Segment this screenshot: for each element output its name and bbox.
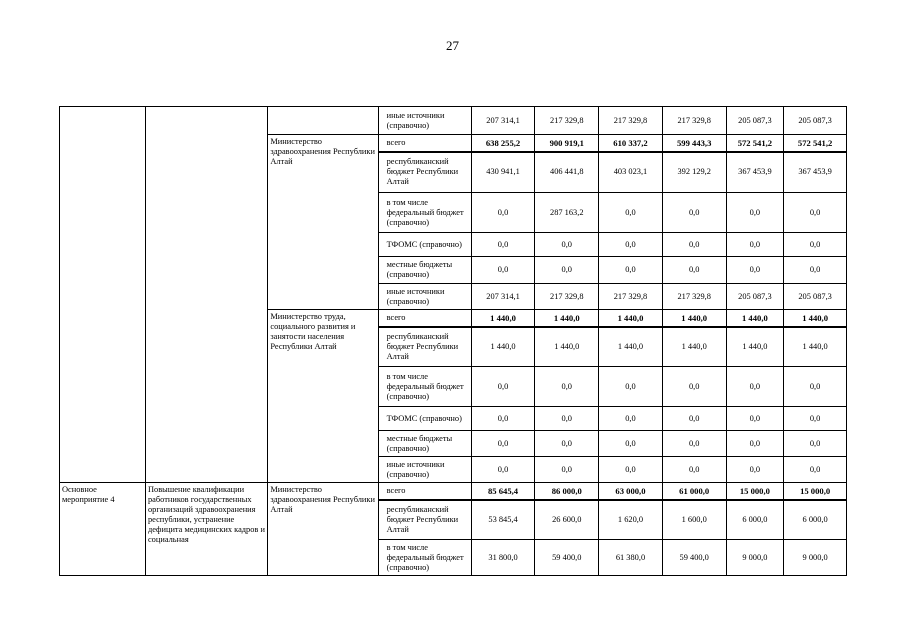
value-cell: 0,0 <box>471 457 535 483</box>
value-cell: 217 329,8 <box>599 284 663 310</box>
value-cell: 0,0 <box>726 257 784 284</box>
value-cell: 0,0 <box>662 457 726 483</box>
measure-name-cell <box>145 107 267 483</box>
budget-table <box>59 106 847 576</box>
value-cell: 0,0 <box>662 431 726 457</box>
funding-source-cell: всего <box>378 135 471 152</box>
value-cell: 205 087,3 <box>726 284 784 310</box>
funding-source-cell: в том числе федеральный бюджет (справочно) <box>378 367 471 407</box>
value-cell: 61 000,0 <box>662 483 726 500</box>
value-cell: 1 440,0 <box>599 327 663 367</box>
value-cell: 430 941,1 <box>471 152 535 193</box>
value-cell: 0,0 <box>726 233 784 257</box>
value-cell: 205 087,3 <box>726 107 784 135</box>
funding-source-cell: местные бюджеты (справочно) <box>378 431 471 457</box>
value-cell: 1 440,0 <box>471 310 535 327</box>
value-cell: 59 400,0 <box>662 540 726 576</box>
value-cell: 0,0 <box>726 407 784 431</box>
value-cell: 287 163,2 <box>535 193 599 233</box>
value-cell: 26 600,0 <box>535 500 599 540</box>
value-cell: 0,0 <box>784 257 847 284</box>
value-cell: 367 453,9 <box>784 152 847 193</box>
value-cell: 0,0 <box>599 367 663 407</box>
value-cell: 15 000,0 <box>726 483 784 500</box>
value-cell: 86 000,0 <box>535 483 599 500</box>
funding-source-cell: республиканский бюджет Республики Алтай <box>378 152 471 193</box>
value-cell: 0,0 <box>726 193 784 233</box>
value-cell: 0,0 <box>471 407 535 431</box>
value-cell: 406 441,8 <box>535 152 599 193</box>
value-cell: 0,0 <box>726 431 784 457</box>
value-cell: 207 314,1 <box>471 284 535 310</box>
value-cell: 0,0 <box>784 367 847 407</box>
value-cell: 15 000,0 <box>784 483 847 500</box>
value-cell: 217 329,8 <box>535 284 599 310</box>
value-cell: 205 087,3 <box>784 107 847 135</box>
value-cell: 0,0 <box>784 457 847 483</box>
value-cell: 572 541,2 <box>726 135 784 152</box>
value-cell: 53 845,4 <box>471 500 535 540</box>
value-cell: 6 000,0 <box>784 500 847 540</box>
value-cell: 207 314,1 <box>471 107 535 135</box>
funding-source-cell: ТФОМС (справочно) <box>378 233 471 257</box>
value-cell: 0,0 <box>599 233 663 257</box>
value-cell: 0,0 <box>662 407 726 431</box>
value-cell: 1 440,0 <box>726 310 784 327</box>
value-cell: 0,0 <box>471 431 535 457</box>
value-cell: 0,0 <box>535 457 599 483</box>
value-cell: 0,0 <box>726 457 784 483</box>
value-cell: 0,0 <box>784 431 847 457</box>
value-cell: 217 329,8 <box>662 107 726 135</box>
value-cell: 1 440,0 <box>784 310 847 327</box>
value-cell: 9 000,0 <box>784 540 847 576</box>
value-cell: 610 337,2 <box>599 135 663 152</box>
value-cell: 61 380,0 <box>599 540 663 576</box>
value-cell: 1 620,0 <box>599 500 663 540</box>
funding-source-cell: всего <box>378 310 471 327</box>
value-cell: 0,0 <box>471 257 535 284</box>
value-cell: 1 440,0 <box>535 327 599 367</box>
value-cell: 0,0 <box>662 233 726 257</box>
measure-number-cell <box>60 107 146 483</box>
value-cell: 1 440,0 <box>662 327 726 367</box>
value-cell: 0,0 <box>471 233 535 257</box>
value-cell: 0,0 <box>535 233 599 257</box>
measure-number-cell: Основное мероприятие 4 <box>60 483 146 576</box>
measure-name-cell: Повышение квалификации работников государственных организаций здравоохранения республики, устранение дефицита медицинских кадров и социальная <box>145 483 267 576</box>
value-cell: 0,0 <box>784 233 847 257</box>
funding-source-cell: иные источники (справочно) <box>378 457 471 483</box>
value-cell: 0,0 <box>599 431 663 457</box>
value-cell: 0,0 <box>535 407 599 431</box>
value-cell: 217 329,8 <box>535 107 599 135</box>
value-cell: 0,0 <box>726 367 784 407</box>
funding-source-cell: всего <box>378 483 471 500</box>
value-cell: 31 800,0 <box>471 540 535 576</box>
funding-source-cell: в том числе федеральный бюджет (справочно) <box>378 540 471 576</box>
funding-source-cell: ТФОМС (справочно) <box>378 407 471 431</box>
value-cell: 1 440,0 <box>535 310 599 327</box>
value-cell: 0,0 <box>662 257 726 284</box>
value-cell: 0,0 <box>599 193 663 233</box>
value-cell: 392 129,2 <box>662 152 726 193</box>
table-row <box>60 107 847 135</box>
value-cell: 599 443,3 <box>662 135 726 152</box>
value-cell: 0,0 <box>599 257 663 284</box>
value-cell: 1 440,0 <box>662 310 726 327</box>
value-cell: 0,0 <box>599 407 663 431</box>
table-row <box>60 483 847 500</box>
value-cell: 217 329,8 <box>662 284 726 310</box>
value-cell: 0,0 <box>535 367 599 407</box>
funding-source-cell: республиканский бюджет Республики Алтай <box>378 327 471 367</box>
value-cell: 403 023,1 <box>599 152 663 193</box>
value-cell: 63 000,0 <box>599 483 663 500</box>
value-cell: 0,0 <box>662 193 726 233</box>
value-cell: 1 440,0 <box>784 327 847 367</box>
executor-cell <box>268 107 378 135</box>
value-cell: 1 440,0 <box>471 327 535 367</box>
value-cell: 0,0 <box>599 457 663 483</box>
value-cell: 0,0 <box>471 367 535 407</box>
value-cell: 1 440,0 <box>726 327 784 367</box>
page-number: 27 <box>446 38 459 53</box>
value-cell: 217 329,8 <box>599 107 663 135</box>
funding-source-cell: в том числе федеральный бюджет (справочно) <box>378 193 471 233</box>
value-cell: 367 453,9 <box>726 152 784 193</box>
value-cell: 1 440,0 <box>599 310 663 327</box>
value-cell: 0,0 <box>784 407 847 431</box>
executor-cell: Министерство труда, социального развития и занятости населения Республики Алтай <box>268 310 378 483</box>
executor-cell: Министерство здравоохранения Республики Алтай <box>268 483 378 576</box>
funding-source-cell: республиканский бюджет Республики Алтай <box>378 500 471 540</box>
funding-source-cell: иные источники (справочно) <box>378 284 471 310</box>
value-cell: 900 919,1 <box>535 135 599 152</box>
executor-cell: Министерство здравоохранения Республики Алтай <box>268 135 378 310</box>
value-cell: 0,0 <box>662 367 726 407</box>
value-cell: 85 645,4 <box>471 483 535 500</box>
value-cell: 59 400,0 <box>535 540 599 576</box>
value-cell: 1 600,0 <box>662 500 726 540</box>
value-cell: 638 255,2 <box>471 135 535 152</box>
value-cell: 0,0 <box>471 193 535 233</box>
funding-source-cell: местные бюджеты (справочно) <box>378 257 471 284</box>
value-cell: 572 541,2 <box>784 135 847 152</box>
value-cell: 6 000,0 <box>726 500 784 540</box>
value-cell: 0,0 <box>784 193 847 233</box>
value-cell: 0,0 <box>535 431 599 457</box>
funding-source-cell: иные источники (справочно) <box>378 107 471 135</box>
value-cell: 0,0 <box>535 257 599 284</box>
value-cell: 9 000,0 <box>726 540 784 576</box>
value-cell: 205 087,3 <box>784 284 847 310</box>
